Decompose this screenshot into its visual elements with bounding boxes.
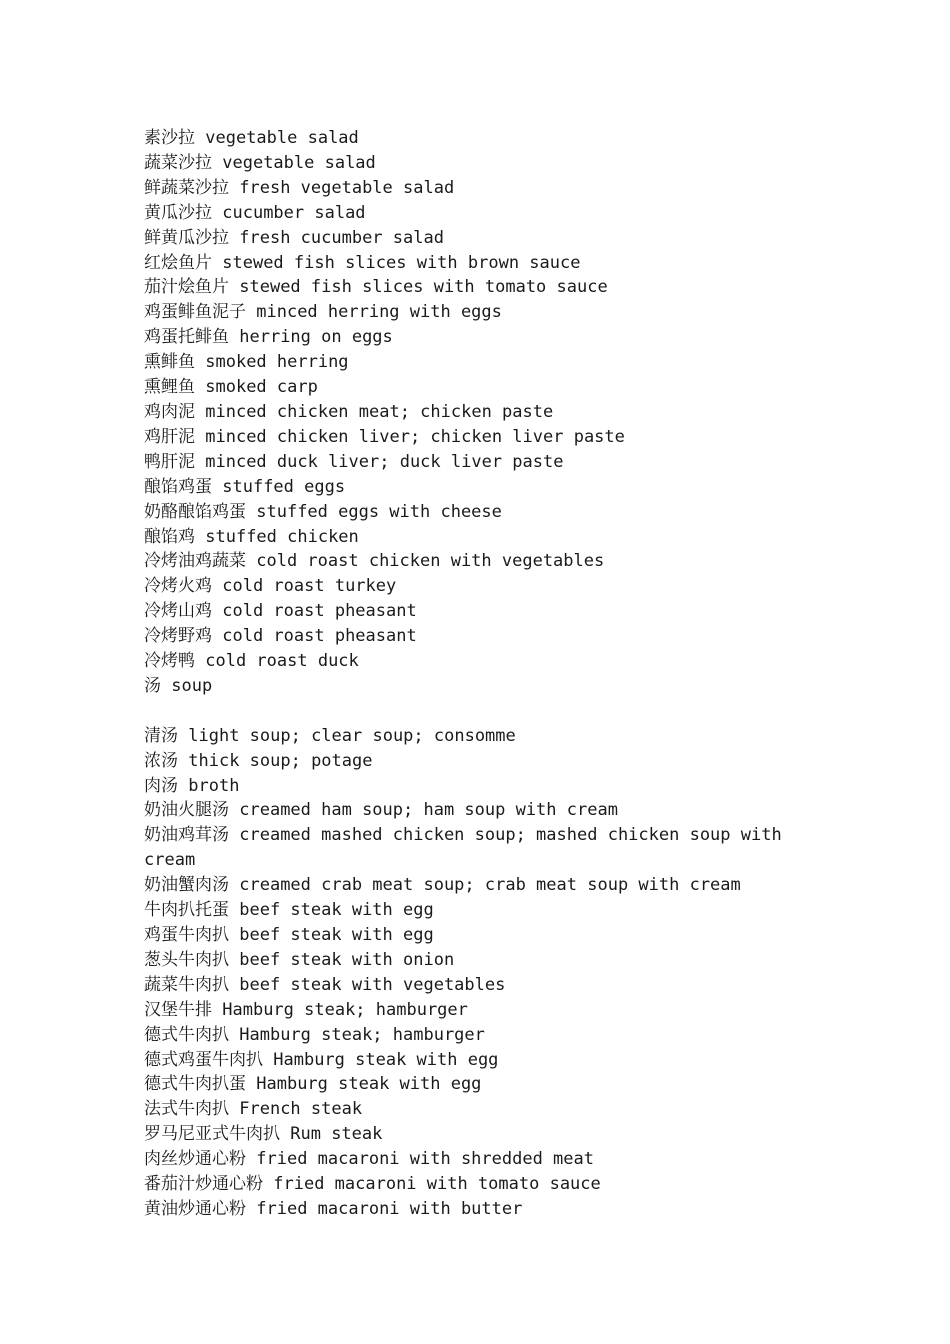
chinese-term: 肉丝炒通心粉 [144, 1149, 246, 1170]
english-term: minced duck liver; duck liver paste [205, 451, 564, 472]
list-item [144, 649, 784, 674]
chinese-term: 鸡蛋托鲱鱼 [144, 327, 229, 348]
english-term: smoked herring [205, 352, 349, 373]
english-term: vegetable salad [205, 128, 359, 148]
chinese-term: 番茄汁炒通心粉 [144, 1174, 263, 1195]
chinese-term: 冷烤油鸡蔬菜 [144, 551, 246, 572]
english-term: beef steak with vegetables [239, 974, 506, 995]
chinese-term: 冷烤鸭 [144, 651, 195, 672]
chinese-term: 奶油鸡茸汤 [144, 825, 229, 846]
chinese-term: 鸭肝泥 [144, 451, 195, 472]
english-term: Hamburg steak; hamburger [222, 999, 468, 1020]
list-item [144, 973, 784, 998]
list-item [144, 599, 784, 624]
chinese-term: 冷烤野鸡 [144, 626, 212, 647]
chinese-term: 鸡蛋鲱鱼泥子 [144, 302, 246, 323]
list-item [144, 724, 784, 749]
list-item [144, 923, 784, 948]
list-item [144, 1122, 784, 1147]
chinese-term: 冷烤山鸡 [144, 601, 212, 622]
english-term: French steak [239, 1099, 363, 1120]
chinese-term: 奶油火腿汤 [144, 800, 229, 821]
chinese-term: 熏鲱鱼 [144, 352, 195, 373]
english-term: Hamburg steak; hamburger [239, 1024, 485, 1045]
english-term: fried macaroni with shredded meat [256, 1149, 595, 1170]
english-term: minced chicken liver; chicken liver paste [205, 426, 625, 447]
list-item [144, 574, 784, 599]
chinese-term: 清汤 [144, 725, 178, 746]
english-term: fried macaroni with tomato sauce [273, 1174, 601, 1195]
list-item [144, 998, 784, 1023]
english-term: beef steak with egg [239, 924, 434, 945]
list-item [144, 201, 784, 226]
chinese-term: 黄瓜沙拉 [144, 202, 212, 223]
chinese-term: 酿馅鸡 [144, 526, 195, 547]
english-term: minced herring with eggs [256, 302, 502, 323]
chinese-term: 浓汤 [144, 750, 178, 771]
chinese-term: 奶酪酿馅鸡蛋 [144, 501, 246, 522]
list-item [144, 823, 784, 873]
english-term: stewed fish slices with brown sauce [222, 252, 581, 273]
english-term: herring on eggs [239, 327, 393, 348]
list-item [144, 1147, 784, 1172]
chinese-term: 鸡肉泥 [144, 401, 195, 422]
english-term: smoked carp [205, 377, 318, 398]
chinese-term: 德式鸡蛋牛肉扒 [144, 1049, 263, 1070]
chinese-term: 冷烤火鸡 [144, 576, 212, 597]
list-item [144, 1048, 784, 1073]
english-term: stuffed eggs [222, 476, 346, 497]
chinese-term: 汉堡牛排 [144, 999, 212, 1020]
list-item [144, 525, 784, 550]
list-item [144, 425, 784, 450]
blank-line [144, 699, 784, 724]
list-item [144, 898, 784, 923]
english-term: fried macaroni with butter [256, 1198, 523, 1219]
chinese-term: 罗马尼亚式牛肉扒 [144, 1124, 280, 1145]
english-term: fresh vegetable salad [239, 177, 455, 198]
chinese-term: 黄油炒通心粉 [144, 1198, 246, 1219]
english-term: Hamburg steak with egg [273, 1049, 499, 1070]
list-item [144, 300, 784, 325]
list-item [144, 1072, 784, 1097]
list-item [144, 226, 784, 251]
list-item [144, 450, 784, 475]
list-item [144, 475, 784, 500]
menu-translation-list [144, 126, 784, 1222]
list-item [144, 126, 784, 151]
english-term: soup [171, 675, 213, 696]
chinese-term: 蔬菜牛肉扒 [144, 974, 229, 995]
english-term: creamed mashed chicken soup; mashed chicken soup with cream [144, 825, 782, 871]
list-item [144, 1023, 784, 1048]
english-term: Rum steak [290, 1124, 383, 1145]
chinese-term: 德式牛肉扒 [144, 1024, 229, 1045]
list-item [144, 400, 784, 425]
english-term: cucumber salad [222, 202, 366, 223]
section-heading-soup [144, 674, 784, 699]
chinese-term: 素沙拉 [144, 128, 195, 148]
english-term: fresh cucumber salad [239, 227, 444, 248]
english-term: cold roast turkey [222, 576, 397, 597]
chinese-term: 法式牛肉扒 [144, 1099, 229, 1120]
list-item [144, 500, 784, 525]
english-term: light soup; clear soup; consomme [188, 725, 516, 746]
chinese-term: 德式牛肉扒蛋 [144, 1074, 246, 1095]
list-item [144, 549, 784, 574]
english-term: vegetable salad [222, 152, 376, 173]
list-item [144, 350, 784, 375]
list-item [144, 151, 784, 176]
english-term: thick soup; potage [188, 750, 373, 771]
list-item [144, 275, 784, 300]
chinese-term: 鲜蔬菜沙拉 [144, 177, 229, 198]
english-term: stuffed chicken [205, 526, 359, 547]
english-term: stuffed eggs with cheese [256, 501, 502, 522]
english-term: beef steak with onion [239, 949, 455, 970]
list-item [144, 798, 784, 823]
chinese-term: 牛肉扒托蛋 [144, 900, 229, 921]
english-term: cold roast duck [205, 651, 359, 672]
english-term: creamed crab meat soup; crab meat soup with cream [239, 875, 741, 896]
chinese-term: 鸡蛋牛肉扒 [144, 924, 229, 945]
list-item [144, 948, 784, 973]
list-item [144, 774, 784, 799]
chinese-term: 鲜黄瓜沙拉 [144, 227, 229, 248]
chinese-term: 红烩鱼片 [144, 252, 212, 273]
english-term: cold roast pheasant [222, 626, 417, 647]
chinese-term: 肉汤 [144, 775, 178, 796]
english-term: stewed fish slices with tomato sauce [239, 277, 608, 298]
list-item [144, 873, 784, 898]
list-item [144, 375, 784, 400]
chinese-term: 酿馅鸡蛋 [144, 476, 212, 497]
english-term: cold roast chicken with vegetables [256, 551, 605, 572]
list-item [144, 1172, 784, 1197]
english-term: minced chicken meat; chicken paste [205, 401, 554, 422]
chinese-term: 蔬菜沙拉 [144, 152, 212, 173]
list-item [144, 251, 784, 276]
list-item [144, 624, 784, 649]
english-term: broth [188, 775, 240, 796]
list-item [144, 1197, 784, 1222]
english-term: creamed ham soup; ham soup with cream [239, 800, 618, 821]
list-item [144, 749, 784, 774]
english-term: beef steak with egg [239, 900, 434, 921]
english-term: Hamburg steak with egg [256, 1074, 482, 1095]
chinese-term: 鸡肝泥 [144, 426, 195, 447]
list-item [144, 325, 784, 350]
list-item [144, 176, 784, 201]
chinese-term: 葱头牛肉扒 [144, 949, 229, 970]
chinese-term: 茄汁烩鱼片 [144, 277, 229, 298]
chinese-term: 奶油蟹肉汤 [144, 875, 229, 896]
english-term: cold roast pheasant [222, 601, 417, 622]
list-item [144, 1097, 784, 1122]
chinese-term: 熏鲤鱼 [144, 377, 195, 398]
chinese-term: 汤 [144, 675, 161, 696]
